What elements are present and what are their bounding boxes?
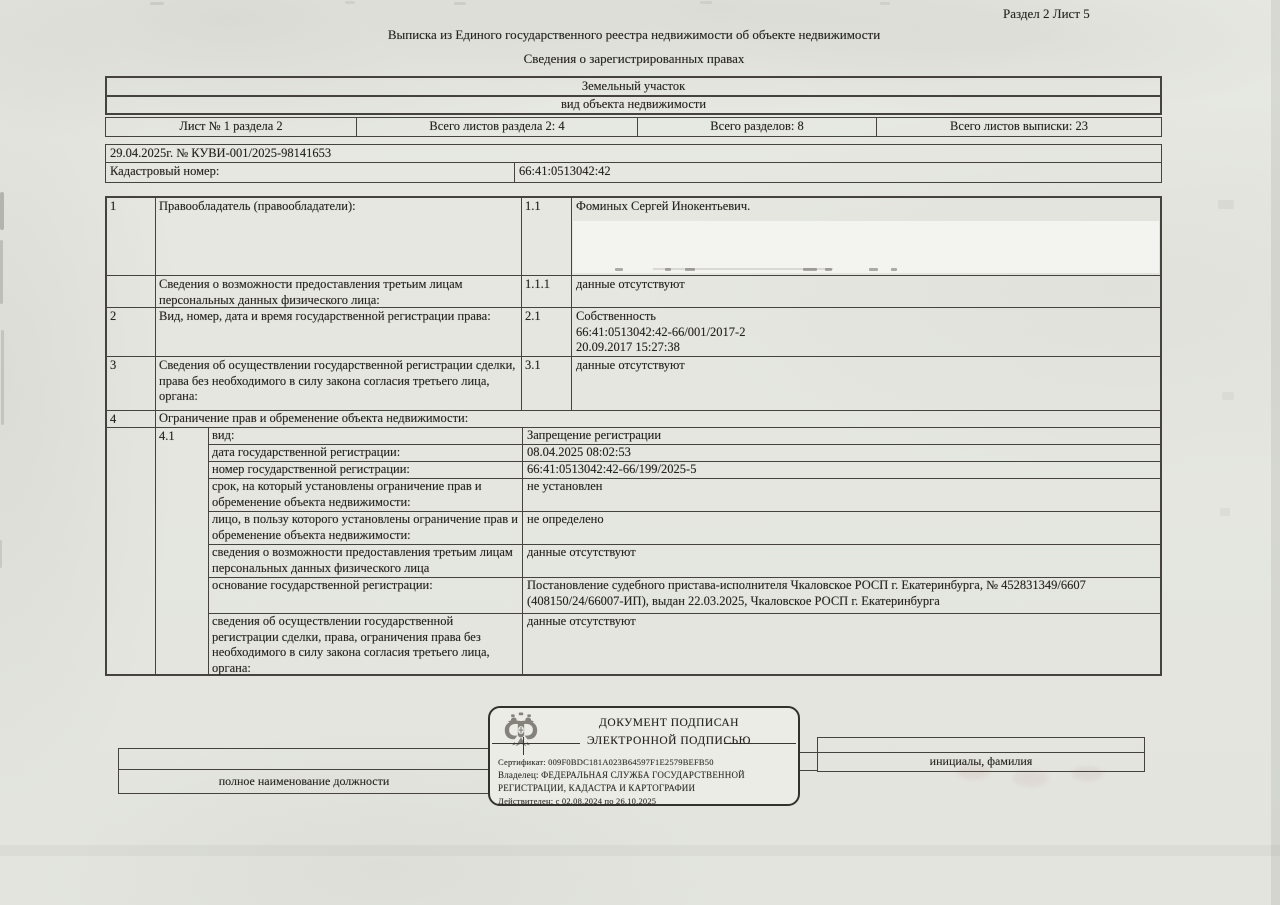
digital-signature-stamp <box>488 706 800 806</box>
scan-artifact <box>345 1 355 4</box>
scan-artifact <box>1220 508 1230 516</box>
object-type-table <box>105 76 1162 115</box>
restrictions-block <box>107 427 1160 674</box>
rightholder-value-cell <box>571 198 1160 275</box>
table-row <box>209 511 1160 544</box>
row-number: 2 <box>110 309 117 323</box>
right-kind: Собственность <box>576 309 656 323</box>
table-row <box>209 613 1160 674</box>
row-value: не установлен <box>522 479 1160 511</box>
row-number: 1 <box>110 199 117 213</box>
stamp-divider <box>523 737 524 755</box>
row-number <box>107 428 155 674</box>
connector-line <box>800 752 818 753</box>
signature-position-box <box>118 748 489 794</box>
erased-text-trace <box>891 268 897 271</box>
position-caption: полное наименование должности <box>218 774 390 788</box>
row-number: 3 <box>110 358 117 372</box>
table-row <box>107 275 1160 307</box>
erased-text-trace <box>615 268 623 271</box>
scan-artifact <box>0 240 3 304</box>
page-subtitle: Сведения о зарегистрированных правах <box>523 51 745 66</box>
row-label: Вид, номер, дата и время государственной регистрации права: <box>155 308 521 356</box>
row-label: Правообладатель (правообладатели): <box>155 198 521 275</box>
row-subnumber: 2.1 <box>521 308 571 356</box>
coat-of-arms-icon <box>503 712 539 750</box>
row-label: вид: <box>212 428 235 442</box>
sheet-info-table <box>105 117 1162 137</box>
object-type-caption: вид объекта недвижимости <box>107 96 1160 113</box>
erased-text-trace <box>869 268 878 271</box>
row-value: Запрещение регистрации <box>522 428 1160 444</box>
signature-line <box>119 749 489 770</box>
table-row <box>209 478 1160 511</box>
row-value: 08.04.2025 08:02:53 <box>522 445 1160 461</box>
row-subnumber: 1.1 <box>521 198 571 275</box>
table-row <box>209 461 1160 478</box>
request-date-number: 29.04.2025г. № КУВИ-001/2025-98141653 <box>106 145 1161 163</box>
row-label: основание государственной регистрации: <box>212 578 433 592</box>
stamp-title: ЭЛЕКТРОННОЙ ПОДПИСЬЮ <box>587 735 751 747</box>
table-row <box>107 356 1160 410</box>
erased-text-trace <box>665 268 671 271</box>
table-row <box>209 444 1160 461</box>
scan-artifact <box>150 2 164 5</box>
signature-line <box>818 738 1144 753</box>
row-label: Сведения о возможности предоставления третьим лицам персональных данных физического лица: <box>155 276 521 307</box>
row-label: сведения об осуществлении государственной регистрации сделки, права, ограничения права без необходимого в силу закона согласия третьего лица, органа: <box>212 614 490 675</box>
row-number <box>107 276 155 307</box>
scan-artifact <box>880 2 890 5</box>
row-label: номер государственной регистрации: <box>212 462 410 476</box>
row-subnumber: 1.1.1 <box>521 276 571 307</box>
scan-artifact <box>0 540 2 568</box>
stamp-validity: Действителен: с 02.08.2024 по 26.10.2025 <box>498 796 657 806</box>
scan-artifact <box>454 2 466 5</box>
row-label: срок, на который установлены ограничение прав и обременение объекта недвижимости: <box>212 479 482 509</box>
signature-name-box <box>817 737 1145 772</box>
scan-artifact <box>1218 200 1234 209</box>
row-value: данные отсутствуют <box>522 545 1160 577</box>
row-value: 66:41:0513042:42-66/199/2025-5 <box>522 462 1160 478</box>
sheet-number: Лист № 1 раздела 2 <box>179 119 283 133</box>
scan-artifact <box>1 330 4 425</box>
scan-artifact <box>1222 392 1234 400</box>
registration-number: 66:41:0513042:42-66/001/2017-2 <box>576 324 746 339</box>
restrictions-header-label: Ограничение прав и обременение объекта недвижимости: <box>155 411 1160 427</box>
rights-table <box>105 196 1162 676</box>
row-number: 4 <box>110 412 117 426</box>
stamp-owner: Владелец: ФЕДЕРАЛЬНАЯ СЛУЖБА ГОСУДАРСТВЕННОЙ <box>498 770 745 780</box>
registration-datetime: 20.09.2017 15:27:38 <box>576 340 680 354</box>
section-sheet-label: Раздел 2 Лист 5 <box>1003 6 1090 21</box>
cadastral-number-label: Кадастровый номер: <box>106 163 515 182</box>
connector-line <box>800 770 818 771</box>
erased-text-trace <box>803 268 817 271</box>
row-label: дата государственной регистрации: <box>212 445 401 459</box>
scan-artifact <box>700 1 712 4</box>
row-value: Постановление судебного пристава-исполнителя Чкаловское РОСП г. Екатеринбурга, № 452831349/6607 (408150/24/66007-ИП), выдан 22.03.2025, Чкаловское РОСП г. Екатеринбурга <box>522 578 1160 613</box>
row-label: Сведения об осуществлении государственной регистрации сделки, права без необходимого в силу закона согласия третьего лица, органа: <box>155 357 521 410</box>
request-table <box>105 144 1162 183</box>
restriction-subnumber: 4.1 <box>155 428 208 674</box>
row-value: данные отсутствуют <box>571 276 1160 307</box>
stamp-certificate: Сертификат: 009F0BDC181A023B64597F1E2579BEFB50 <box>498 757 714 767</box>
sheets-in-section: Всего листов раздела 2: 4 <box>356 118 637 136</box>
name-caption: инициалы, фамилия <box>929 754 1033 768</box>
stamp-title: ДОКУМЕНТ ПОДПИСАН <box>599 717 739 729</box>
sections-total: Всего разделов: 8 <box>637 118 876 136</box>
redacted-area <box>573 221 1159 273</box>
table-row <box>209 544 1160 577</box>
row-label: лицо, в пользу которого установлены ограничение прав и обременение объекта недвижимости: <box>212 512 518 542</box>
erased-text-trace <box>825 268 832 271</box>
row-label: сведения о возможности предоставления третьим лицам персональных данных физического лица <box>212 545 513 575</box>
scan-artifact <box>0 845 1280 856</box>
stamp-owner: РЕГИСТРАЦИИ, КАДАСТРА И КАРТОГРАФИИ <box>498 783 696 793</box>
page-title: Выписка из Единого государственного реестра недвижимости об объекте недвижимости <box>387 27 881 42</box>
table-row <box>107 198 1160 275</box>
cadastral-number-value: 66:41:0513042:42 <box>519 164 611 178</box>
table-row <box>209 577 1160 613</box>
rightholder-name: Фоминых Сергей Инокентьевич. <box>576 199 751 213</box>
registration-value-cell <box>571 308 1160 356</box>
scan-artifact <box>0 192 4 230</box>
sheets-total: Всего листов выписки: 23 <box>876 118 1161 136</box>
erased-text-trace <box>685 268 695 271</box>
table-row <box>107 307 1160 356</box>
table-row <box>209 428 1160 444</box>
row-value: данные отсутствуют <box>522 614 1160 674</box>
object-type-value: Земельный участок <box>107 78 1160 96</box>
scan-artifact <box>1271 0 1280 905</box>
row-value: не определено <box>522 512 1160 544</box>
row-subnumber: 3.1 <box>521 357 571 410</box>
restrictions-header-row <box>107 410 1160 427</box>
row-value: данные отсутствуют <box>571 357 1160 410</box>
